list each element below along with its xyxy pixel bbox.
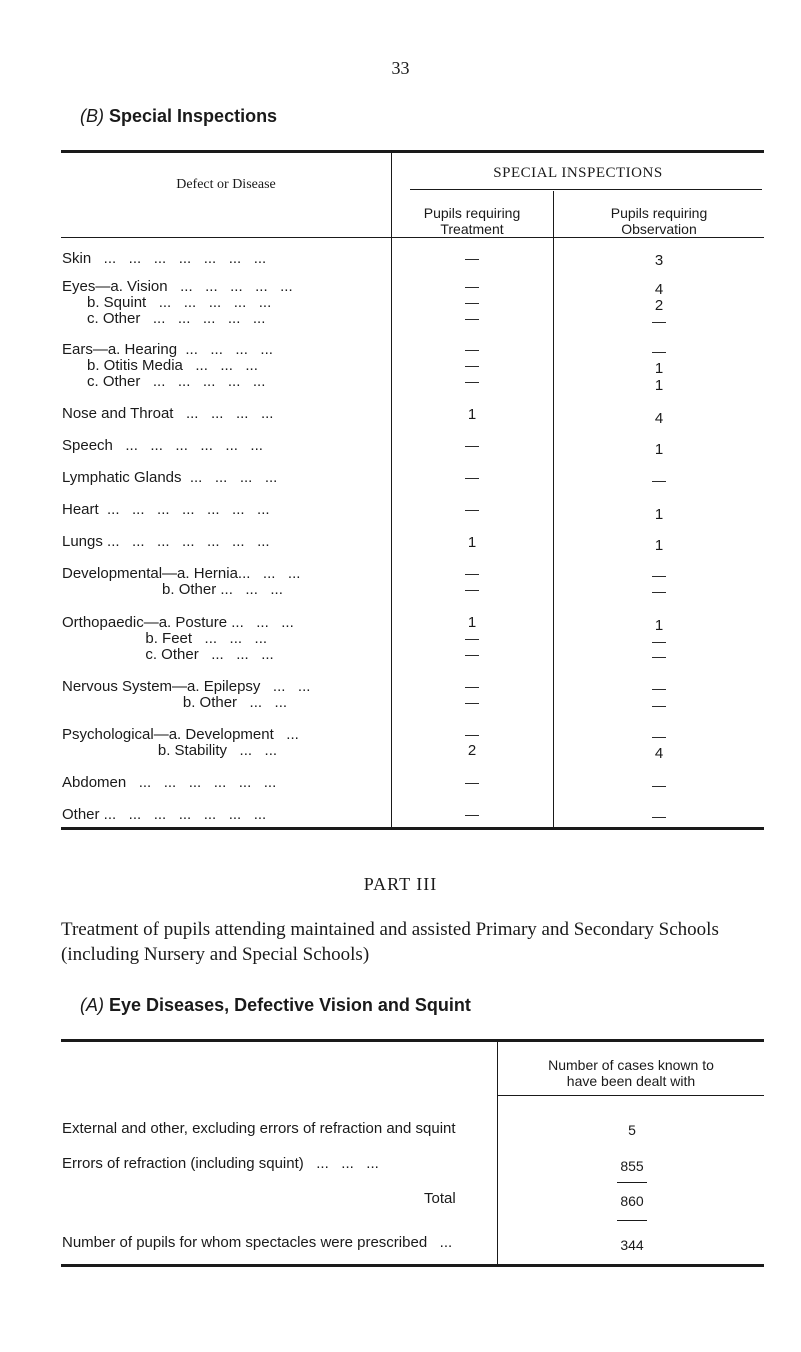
eye-table-bottom-rule — [61, 1264, 764, 1267]
row-developmental-other-observation: — — [652, 583, 666, 599]
col-defect-header: Defect or Disease — [176, 177, 276, 192]
col-treatment-header — [392, 205, 552, 237]
section-b-title — [80, 106, 277, 127]
eye-row-refraction-label: Errors of refraction (including squint) ... ... ... — [62, 1155, 379, 1172]
col-treatment-line-2: Treatment — [440, 221, 504, 237]
row-nose-throat-observation: 4 — [654, 410, 664, 427]
part-heading: PART III — [363, 874, 438, 894]
row-lungs-label: Lungs ... ... ... ... ... ... ... — [62, 533, 270, 550]
row-developmental-hernia-observation: — — [652, 567, 666, 583]
eye-col-header-line-1: Number of cases known to — [548, 1057, 714, 1073]
row-ears-hearing-treatment: — — [465, 341, 479, 357]
row-other-treatment: — — [465, 806, 479, 822]
row-lymphatic-observation: — — [652, 472, 666, 488]
section-b-title-text: Special Inspections — [109, 106, 278, 126]
row-other-label: Other ... ... ... ... ... ... ... — [62, 806, 267, 823]
row-ears-other-observation: 1 — [654, 377, 664, 394]
row-psychological-development-observation: — — [652, 728, 666, 744]
row-abdomen-observation: — — [652, 777, 666, 793]
col-observation-header — [554, 205, 764, 237]
row-eyes-vision-observation: 4 — [654, 281, 664, 298]
row-skin-label: Skin ... ... ... ... ... ... ... — [62, 250, 267, 267]
row-skin-treatment: — — [465, 250, 479, 266]
row-orthopaedic-other-treatment: — — [465, 646, 479, 662]
row-psychological-stability-label: b. Stability ... ... — [62, 742, 278, 759]
row-lungs-treatment: 1 — [467, 534, 477, 551]
row-eyes-squint-observation: 2 — [654, 297, 664, 314]
eye-row-total-value: 860 — [620, 1193, 644, 1209]
table-top-rule — [61, 150, 764, 153]
eye-subtotal-rule — [617, 1182, 647, 1183]
row-orthopaedic-other-observation: — — [652, 648, 666, 664]
row-eyes-squint-treatment: — — [465, 294, 479, 310]
row-heart-label: Heart ... ... ... ... ... ... ... — [62, 501, 270, 518]
row-nose-throat-treatment: 1 — [467, 406, 477, 423]
row-orthopaedic-feet-observation: — — [652, 633, 666, 649]
eye-row-external-label: External and other, excluding errors of refraction and squint — [62, 1120, 456, 1137]
row-ears-hearing-observation: — — [652, 343, 666, 359]
row-other-observation: — — [652, 808, 666, 824]
row-orthopaedic-posture-observation: 1 — [654, 617, 664, 634]
row-developmental-other-treatment: — — [465, 581, 479, 597]
row-nervous-epilepsy-label: Nervous System—a. Epilepsy ... ... — [62, 678, 311, 695]
col-treatment-line-1: Pupils requiring — [423, 205, 521, 221]
page-number: 33 — [391, 58, 410, 78]
row-abdomen-label: Abdomen ... ... ... ... ... ... — [62, 774, 277, 791]
eye-row-spectacles-label: Number of pupils for whom spectacles were prescribed ... — [62, 1234, 453, 1251]
row-psychological-stability-observation: 4 — [654, 745, 664, 762]
col-observation-line-2: Observation — [621, 221, 697, 237]
group-header: SPECIAL INSPECTIONS — [493, 165, 663, 181]
row-eyes-other-label: c. Other ... ... ... ... ... — [62, 310, 266, 327]
row-speech-treatment: — — [465, 437, 479, 453]
row-ears-otitis-observation: 1 — [654, 360, 664, 377]
section-a-prefix: (A) — [80, 995, 104, 1015]
eye-total-rule — [617, 1220, 647, 1221]
row-eyes-other-observation: — — [652, 313, 666, 329]
row-nose-throat-label: Nose and Throat ... ... ... ... — [62, 405, 274, 422]
row-lymphatic-label: Lymphatic Glands ... ... ... ... — [62, 469, 278, 486]
row-lungs-observation: 1 — [654, 537, 664, 554]
eye-row-external-value: 5 — [628, 1122, 636, 1138]
eye-row-spectacles-value: 344 — [620, 1237, 644, 1253]
eye-col-header-line-2: have been dealt with — [566, 1073, 696, 1089]
row-eyes-vision-label: Eyes—a. Vision ... ... ... ... ... — [62, 278, 293, 295]
header-bottom-rule — [61, 237, 764, 238]
row-heart-treatment: — — [465, 501, 479, 517]
eye-header-rule — [498, 1095, 764, 1096]
row-ears-otitis-label: b. Otitis Media ... ... ... — [62, 357, 258, 374]
row-ears-other-treatment: — — [465, 373, 479, 389]
row-abdomen-treatment: — — [465, 774, 479, 790]
row-ears-other-label: c. Other ... ... ... ... ... — [62, 373, 266, 390]
table-bottom-rule — [61, 827, 764, 830]
section-b-prefix: (B) — [80, 106, 104, 126]
row-ears-otitis-treatment: — — [465, 357, 479, 373]
row-psychological-development-label: Psychological—a. Development ... — [62, 726, 299, 743]
group-header-rule — [410, 189, 762, 190]
eye-row-refraction-value: 855 — [620, 1158, 644, 1174]
part-description: Treatment of pupils attending maintained and assisted Primary and Secondary Schools (including Nursery and Special Schools) — [61, 919, 719, 965]
row-nervous-epilepsy-treatment: — — [465, 678, 479, 694]
row-psychological-stability-treatment: 2 — [467, 742, 477, 759]
row-nervous-other-treatment: — — [465, 694, 479, 710]
row-ears-hearing-label: Ears—a. Hearing ... ... ... ... — [62, 341, 273, 358]
row-orthopaedic-posture-treatment: 1 — [467, 614, 477, 631]
row-orthopaedic-other-label: c. Other ... ... ... — [62, 646, 274, 663]
row-developmental-hernia-treatment: — — [465, 565, 479, 581]
row-skin-observation: 3 — [654, 252, 664, 269]
row-nervous-other-observation: — — [652, 697, 666, 713]
section-a-title-text: Eye Diseases, Defective Vision and Squint — [109, 995, 471, 1015]
row-eyes-vision-treatment: — — [465, 278, 479, 294]
section-a-title — [80, 995, 471, 1016]
row-psychological-development-treatment: — — [465, 726, 479, 742]
col-observation-line-1: Pupils requiring — [610, 205, 708, 221]
row-developmental-hernia-label: Developmental—a. Hernia... ... ... — [62, 565, 301, 582]
row-orthopaedic-posture-label: Orthopaedic—a. Posture ... ... ... — [62, 614, 294, 631]
row-nervous-epilepsy-observation: — — [652, 680, 666, 696]
row-heart-observation: 1 — [654, 506, 664, 523]
eye-table-top-rule — [61, 1039, 764, 1042]
row-orthopaedic-feet-label: b. Feet ... ... ... — [62, 630, 268, 647]
row-nervous-other-label: b. Other ... ... — [62, 694, 288, 711]
row-speech-label: Speech ... ... ... ... ... ... — [62, 437, 263, 454]
row-eyes-other-treatment: — — [465, 310, 479, 326]
row-eyes-squint-label: b. Squint ... ... ... ... ... — [62, 294, 272, 311]
row-lymphatic-treatment: — — [465, 469, 479, 485]
row-orthopaedic-feet-treatment: — — [465, 630, 479, 646]
eye-row-total-label: Total — [424, 1190, 456, 1207]
row-speech-observation: 1 — [654, 441, 664, 458]
eye-col-header — [498, 1057, 764, 1089]
row-developmental-other-label: b. Other ... ... ... — [62, 581, 283, 598]
